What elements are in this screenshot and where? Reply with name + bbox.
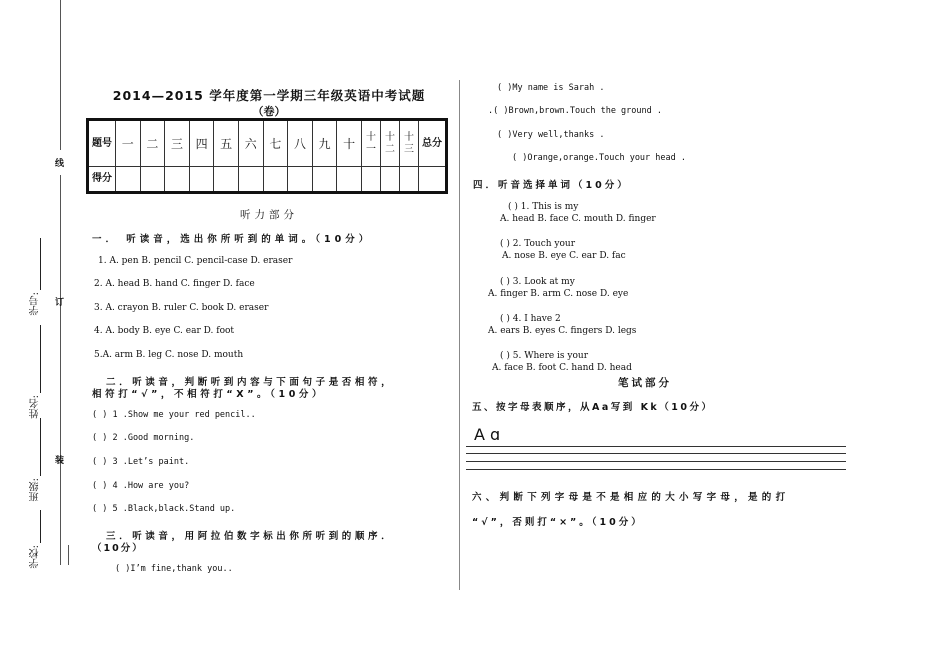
score-header-cell: 十 xyxy=(337,120,362,167)
score-table-score-row xyxy=(88,167,447,193)
score-cell[interactable] xyxy=(419,167,447,193)
alphabet-sample: A ɑ xyxy=(474,425,501,444)
score-header-cell: 一 xyxy=(116,120,141,167)
q1-item-4: 4. A. body B. eye C. ear D. foot xyxy=(94,326,235,336)
score-cell[interactable] xyxy=(214,167,239,193)
q1-item-2: 2. A. head B. hand C. finger D. face xyxy=(94,279,255,289)
score-header-cell: 四 xyxy=(189,120,214,167)
binding-line-short xyxy=(68,545,69,565)
class-label: 班级: xyxy=(30,478,41,502)
side-mark-xian: 线 xyxy=(53,158,63,167)
exam-subtitle: （卷） xyxy=(252,105,286,118)
q4-item-4-options: A. ears B. eyes C. fingers D. legs xyxy=(488,326,637,336)
score-cell[interactable] xyxy=(381,167,400,193)
score-header-cell: 十三 xyxy=(400,120,419,167)
q1-item-3: 3. A. crayon B. ruler C. book D. eraser xyxy=(94,303,269,313)
score-table-header-row xyxy=(88,120,447,167)
student-number-underline[interactable] xyxy=(40,238,41,290)
exam-title: 2014—2015 学年度第一学期三年级英语中考试题 xyxy=(112,88,426,103)
listening-heading: 听力部分 xyxy=(240,209,298,221)
q4-item-3-options: A. finger B. arm C. nose D. eye xyxy=(488,289,629,299)
q3-item-1: ( )I’m fine,thank you.. xyxy=(115,564,233,574)
score-header-cell: 八 xyxy=(288,120,313,167)
score-cell[interactable] xyxy=(263,167,288,193)
q1-item-1: 1. A. pen B. pencil C. pencil-case D. eraser xyxy=(98,256,293,266)
q4-item-2-stem: ( ) 2. Touch your xyxy=(500,239,576,249)
writing-line-2[interactable] xyxy=(466,453,846,454)
binding-line-bottom xyxy=(60,175,61,565)
score-cell[interactable] xyxy=(238,167,263,193)
score-header-cell: 总分 xyxy=(419,120,447,167)
score-header-cell: 十一 xyxy=(362,120,381,167)
score-header-cell: 六 xyxy=(238,120,263,167)
writing-heading: 笔试部分 xyxy=(618,377,672,389)
school-underline[interactable] xyxy=(40,510,41,543)
score-header-cell: 七 xyxy=(263,120,288,167)
side-mark-zhuang: 装 xyxy=(53,455,63,464)
q3-item-5: ( )Orange,orange.Touch your head . xyxy=(512,153,686,163)
q4-item-5-stem: ( ) 5. Where is your xyxy=(500,351,589,361)
section-4-heading: 四．听音选择单词（10分） xyxy=(473,180,630,191)
score-table xyxy=(86,118,448,194)
score-cell[interactable] xyxy=(312,167,337,193)
section-2-heading-line2: 相符打“√”，不相符打“X”。（10分） xyxy=(92,389,326,400)
score-header-cell: 五 xyxy=(214,120,239,167)
q2-item-4: ( ) 4 .How are you? xyxy=(92,481,190,491)
score-cell[interactable] xyxy=(337,167,362,193)
q4-item-1-stem: ( ) 1. This is my xyxy=(508,202,579,212)
score-header-cell: 九 xyxy=(312,120,337,167)
writing-line-3[interactable] xyxy=(466,461,846,462)
section-6-heading-line2: “√”，否则打“×”。（10分） xyxy=(472,517,644,528)
school-label: 学校: xyxy=(30,545,41,569)
section-6-heading-line1: 六、判断下列字母是不是相应的大小写字母，是的打 xyxy=(472,492,790,503)
section-3-heading-line1: 三．听读音，用阿拉伯数字标出你所听到的顺序． xyxy=(106,531,395,542)
score-cell[interactable] xyxy=(116,167,141,193)
q2-item-5: ( ) 5 .Black,black.Stand up. xyxy=(92,504,236,514)
score-header-cell: 三 xyxy=(165,120,190,167)
score-header-cell: 二 xyxy=(140,120,165,167)
q4-item-5-options: A. face B. foot C. hand D. head xyxy=(492,363,632,373)
binding-line-top xyxy=(60,0,61,150)
section-5-heading: 五、按字母表顺序，从Aa写到 Kk（10分） xyxy=(472,402,714,413)
q4-item-4-stem: ( ) 4. I have 2 xyxy=(500,314,561,324)
score-header-cell: 十二 xyxy=(381,120,400,167)
q2-item-2: ( ) 2 .Good morning. xyxy=(92,433,195,443)
section-3-heading-line2: （10分） xyxy=(92,543,144,554)
q4-item-2-options: A. nose B. eye C. ear D. fac xyxy=(502,251,626,261)
q4-item-3-stem: ( ) 3. Look at my xyxy=(500,277,575,287)
score-cell[interactable] xyxy=(140,167,165,193)
q2-item-1: ( ) 1 .Show me your red pencil.. xyxy=(92,410,256,420)
score-cell[interactable] xyxy=(400,167,419,193)
section-1-heading: 一． 听读音，选出你所听到的单词。（10分） xyxy=(92,234,373,245)
score-row-label: 得分 xyxy=(88,167,116,193)
q4-item-1-options: A. head B. face C. mouth D. finger xyxy=(500,214,656,224)
q3-item-3: .( )Brown,brown.Touch the ground . xyxy=(488,106,662,116)
q3-item-4: ( )Very well,thanks . xyxy=(497,130,605,140)
name-label: 姓名: xyxy=(30,395,41,419)
score-cell[interactable] xyxy=(189,167,214,193)
student-number-label: 学号: xyxy=(30,292,41,316)
score-cell[interactable] xyxy=(165,167,190,193)
side-mark-ding: 订 xyxy=(53,297,63,306)
section-2-heading-line1: 二．听读音，判断听到内容与下面句子是否相符， xyxy=(106,377,395,388)
column-divider xyxy=(459,80,460,590)
q3-item-2: ( )My name is Sarah . xyxy=(497,83,605,93)
name-underline[interactable] xyxy=(40,325,41,393)
class-underline[interactable] xyxy=(40,418,41,476)
writing-line-4[interactable] xyxy=(466,469,846,470)
writing-line-1[interactable] xyxy=(466,446,846,447)
q1-item-5: 5.A. arm B. leg C. nose D. mouth xyxy=(94,350,244,360)
q2-item-3: ( ) 3 .Let’s paint. xyxy=(92,457,190,467)
score-cell[interactable] xyxy=(288,167,313,193)
score-cell[interactable] xyxy=(362,167,381,193)
score-header-cell: 题号 xyxy=(88,120,116,167)
